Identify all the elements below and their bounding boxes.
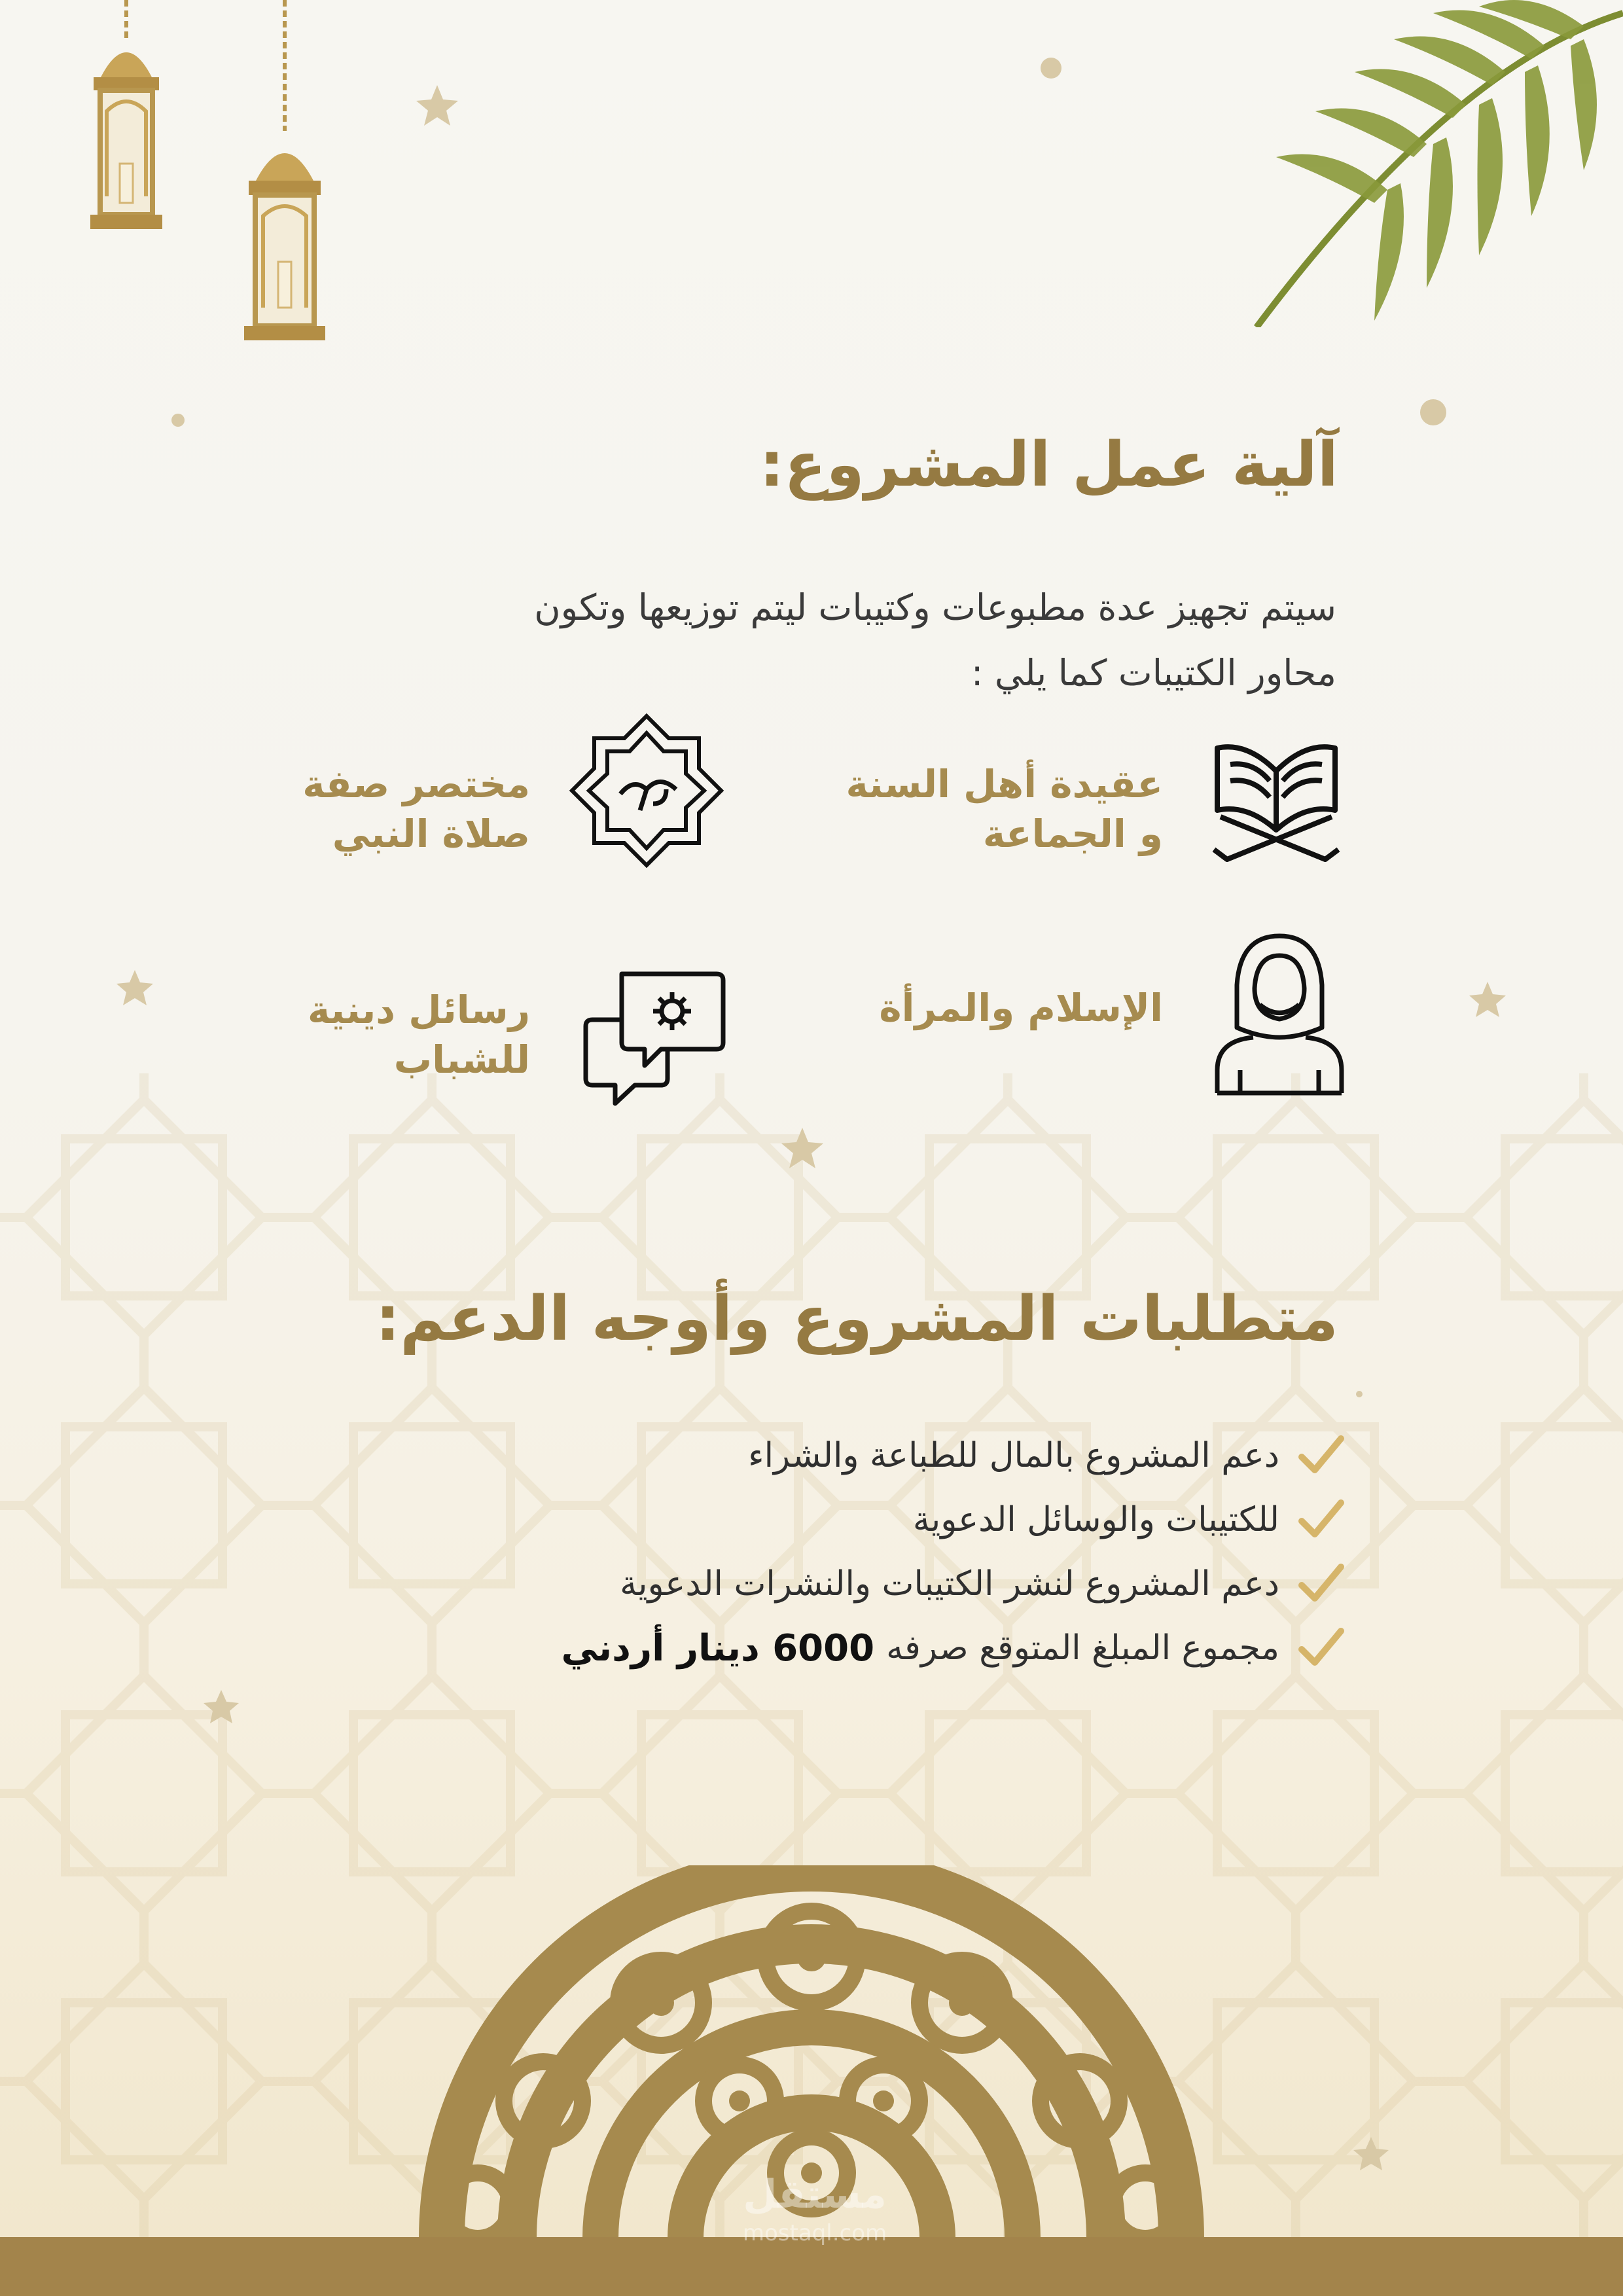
check-icon xyxy=(1298,1496,1345,1543)
feature-label-aqeedah: عقيدة أهل السنة و الجماعة xyxy=(846,762,1163,856)
palm-leaf-icon xyxy=(1217,0,1623,327)
section1-intro xyxy=(224,575,1336,706)
open-quran-icon xyxy=(1207,732,1345,865)
list-item: دعم المشروع لنشر الكتيبات والنشرات الدعوية xyxy=(561,1552,1345,1616)
requirements-list xyxy=(561,1424,1345,1680)
list-item: دعم المشروع بالمال للطباعة والشراء xyxy=(561,1424,1345,1488)
watermark-logo: مستقل xyxy=(743,2172,887,2217)
feature-label-women: الإسلام والمرأة xyxy=(879,986,1163,1030)
intro-line-1: سيتم تجهيز عدة مطبوعات وكتيبات ليتم توزيعها وتكون xyxy=(534,586,1336,628)
check-icon xyxy=(1298,1560,1345,1607)
intro-line-2: محاور الكتيبات كما يلي : xyxy=(971,652,1336,694)
chat-bubbles-gear-icon xyxy=(582,967,730,1111)
section1-title: آلية عمل المشروع: xyxy=(759,429,1338,501)
list-item: مجموع المبلغ المتوقع صرفه 6000 دينار أردني xyxy=(561,1616,1345,1680)
section2-title: متطلبات المشروع وأوجه الدعم: xyxy=(375,1283,1338,1355)
check-icon xyxy=(1298,1624,1345,1672)
feature-label-prayer: مختصر صفة صلاة النبي xyxy=(302,762,530,856)
lantern-icon xyxy=(232,0,337,347)
list-item: للكتيبات والوسائل الدعوية xyxy=(561,1488,1345,1552)
lantern-icon xyxy=(77,0,175,242)
muhammad-calligraphy-star-icon xyxy=(568,712,725,872)
total-amount: 6000 دينار أردني xyxy=(561,1626,875,1670)
check-icon xyxy=(1298,1432,1345,1479)
hijab-woman-icon xyxy=(1214,933,1345,1099)
watermark-domain: mostaql.com xyxy=(742,2220,887,2246)
feature-label-youth: رسائل دينية للشباب xyxy=(307,988,530,1082)
